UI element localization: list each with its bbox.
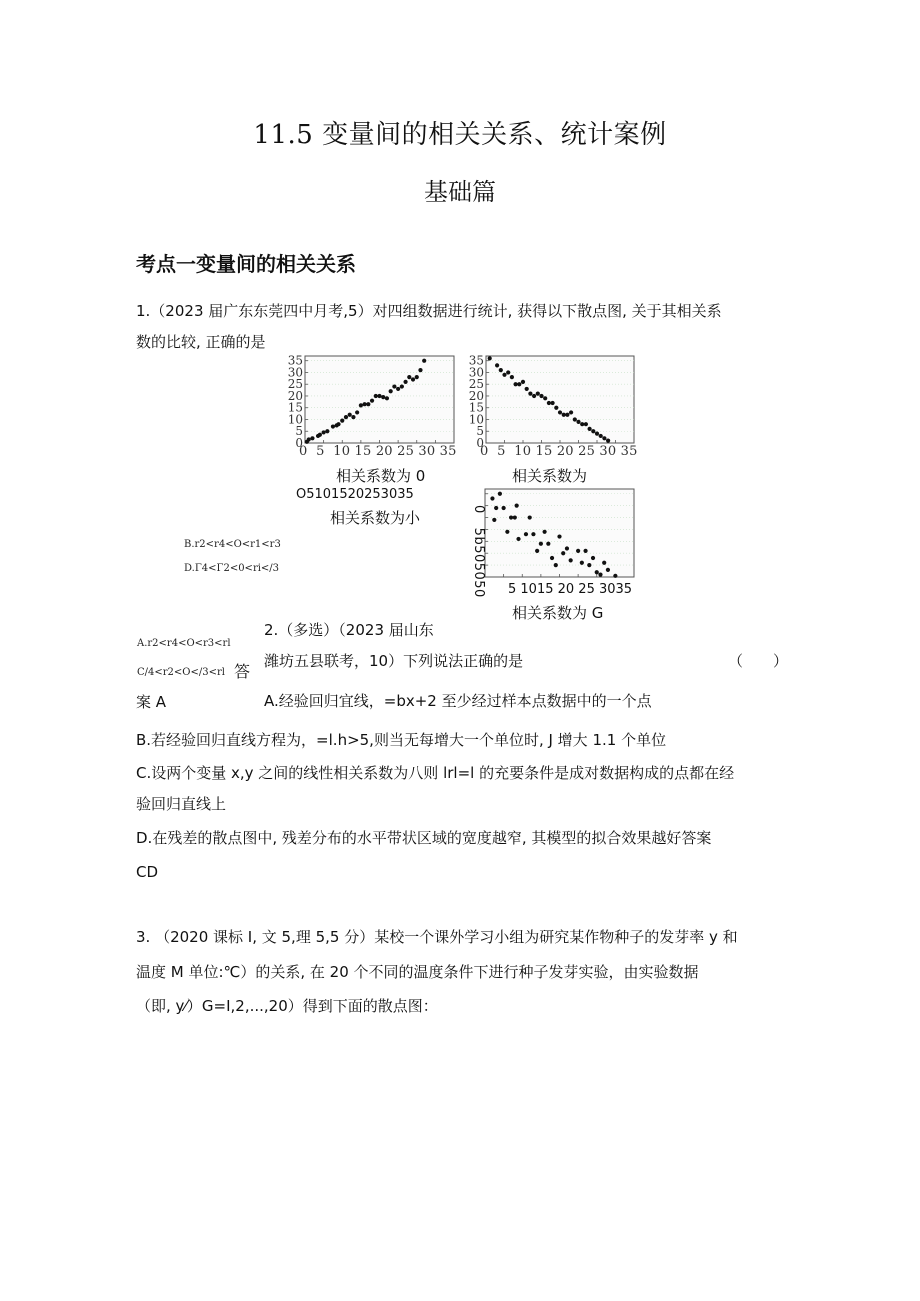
data-point <box>355 410 359 414</box>
data-point <box>499 368 503 372</box>
page-title: 11.5 变量间的相关关系、统计案例 <box>253 120 667 150</box>
data-point <box>400 384 404 388</box>
data-point <box>310 436 314 440</box>
data-point <box>536 392 540 396</box>
data-point <box>418 368 422 372</box>
data-point <box>514 382 518 386</box>
chart1-caption: 相关系数为 0 <box>336 467 426 485</box>
data-point <box>415 375 419 379</box>
y-tick-label: 20 <box>468 388 484 403</box>
data-point <box>513 515 517 519</box>
data-point <box>509 515 513 519</box>
q1-answer-label-2: 案 A <box>136 693 167 711</box>
data-point <box>510 375 514 379</box>
q2-option-c-line2: 验回归直线上 <box>136 795 227 813</box>
y-tick-label: 20 <box>287 388 303 403</box>
data-point <box>576 420 580 424</box>
y-tick-label: 30 <box>287 365 303 380</box>
data-point <box>403 380 407 384</box>
data-point <box>532 394 536 398</box>
scatter-chart-3 <box>484 488 636 580</box>
y-tick-label: 10 <box>287 412 303 427</box>
data-point <box>599 434 603 438</box>
data-point <box>547 401 551 405</box>
data-point <box>340 419 344 423</box>
data-point <box>517 382 521 386</box>
data-point <box>506 370 510 374</box>
data-point <box>606 568 610 572</box>
y-tick-label: 0 <box>476 436 484 450</box>
data-point <box>344 415 348 419</box>
y-tick-label: 10 <box>468 412 484 427</box>
data-point <box>381 395 385 399</box>
data-point <box>569 558 573 562</box>
q1-answer-label-1: 答 <box>234 662 251 681</box>
data-point <box>531 532 535 536</box>
scatter-chart-1 <box>287 352 463 450</box>
chart1-xticks: 0 5 10 15 20 25 30 35 <box>299 444 457 459</box>
q3-line1: 3. （2020 课标 I, 文 5,理 5,5 分）某校一个课外学习小组为研究某作物种子的发芽率 y 和 <box>136 928 738 946</box>
y-tick-label: 15 <box>287 400 303 415</box>
data-point <box>554 563 558 567</box>
data-point <box>325 429 329 433</box>
data-point <box>613 574 617 578</box>
data-point <box>411 377 415 381</box>
y-tick-label: 30 <box>468 365 484 380</box>
data-point <box>307 437 311 441</box>
data-point <box>561 551 565 555</box>
data-point <box>539 394 543 398</box>
data-point <box>377 394 381 398</box>
data-point <box>363 402 367 406</box>
data-point <box>521 380 525 384</box>
q3-line2: 温度 M 单位:℃）的关系, 在 20 个不同的温度条件下进行种子发芽实验，由实验数据 <box>136 963 699 981</box>
data-point <box>576 549 580 553</box>
data-point <box>558 410 562 414</box>
q2-option-d: D.在残差的散点图中, 残差分布的水平带状区域的宽度越窄, 其模型的拟合效果越好答案 <box>136 829 712 847</box>
data-point <box>583 549 587 553</box>
data-point <box>348 413 352 417</box>
data-point <box>606 439 610 443</box>
data-point <box>396 387 400 391</box>
y-tick-label: 15 <box>468 400 484 415</box>
y-tick-label: 5 <box>295 424 303 439</box>
data-point <box>565 413 569 417</box>
data-point <box>495 363 499 367</box>
data-point <box>366 402 370 406</box>
data-point <box>318 433 322 437</box>
y-tick-label: 5 <box>476 424 484 439</box>
data-point <box>557 534 561 538</box>
q2-option-a: A.经验回归宜线，=bx+2 至少经过样本点数据中的一个点 <box>264 692 652 710</box>
data-point <box>516 537 520 541</box>
q2-answer-paren: （ ） <box>728 652 789 670</box>
data-point <box>502 506 506 510</box>
data-point <box>602 436 606 440</box>
data-point <box>591 556 595 560</box>
data-point <box>524 532 528 536</box>
data-point <box>515 504 519 508</box>
data-point <box>580 561 584 565</box>
q2-line2: 潍坊五县联考，10）下列说法正确的是 <box>264 652 524 670</box>
chart-bl-caption: 相关系数为小 <box>330 509 421 527</box>
q1-option-c: C/4<r2<O</3<rl <box>137 667 225 678</box>
chart2-caption: 相关系数为 <box>512 467 588 485</box>
section-heading: 考点一变量间的相关关系 <box>136 252 356 276</box>
data-point <box>502 373 506 377</box>
data-point <box>359 403 363 407</box>
data-point <box>370 399 374 403</box>
data-point <box>550 556 554 560</box>
data-point <box>580 422 584 426</box>
data-point <box>595 431 599 435</box>
data-point <box>587 563 591 567</box>
data-point <box>385 396 389 400</box>
data-point <box>554 406 558 410</box>
y-tick-label: 35 <box>287 353 303 368</box>
data-point <box>569 410 573 414</box>
data-point <box>336 422 340 426</box>
q3-line3: （即, y⁄）G=I,2,...,20）得到下面的散点图： <box>136 997 438 1015</box>
y-tick-label: 25 <box>468 377 484 392</box>
data-point <box>598 573 602 577</box>
data-point <box>351 415 355 419</box>
chart3-yticks: 0 5b505050 <box>471 505 486 598</box>
chart3-xticks: 5 1015 20 25 3035 <box>508 582 633 597</box>
page-subtitle: 基础篇 <box>424 178 496 206</box>
data-point <box>407 375 411 379</box>
y-tick-label: 0 <box>295 436 303 450</box>
chart3-caption: 相关系数为 G <box>512 604 604 622</box>
data-point <box>595 570 599 574</box>
data-point <box>565 546 569 550</box>
data-point <box>389 389 393 393</box>
data-point <box>584 422 588 426</box>
data-point <box>525 387 529 391</box>
data-point <box>535 549 539 553</box>
data-point <box>488 356 492 360</box>
q1-line1: 1.（2023 届广东东莞四中月考,5）对四组数据进行统计, 获得以下散点图, 关于其相关系 <box>136 302 722 320</box>
q2-option-c-line1: C.设两个变量 x,y 之间的线性相关系数为八则 lrl=l 的充要条件是成对数据构成的点都在经 <box>136 764 735 782</box>
data-point <box>331 424 335 428</box>
y-tick-label: 35 <box>468 353 484 368</box>
data-point <box>588 427 592 431</box>
data-point <box>602 561 606 565</box>
y-tick-label: 25 <box>287 377 303 392</box>
q1-option-d: D.Γ4<Γ2<0<ri</3 <box>184 563 280 574</box>
data-point <box>551 401 555 405</box>
data-point <box>539 542 543 546</box>
q1-option-a: A.r2<r4<O<r3<rl <box>137 638 231 649</box>
data-point <box>422 359 426 363</box>
chart-bl-xticks: O5101520253035 <box>296 487 414 502</box>
data-point <box>591 429 595 433</box>
data-point <box>543 530 547 534</box>
data-point <box>562 413 566 417</box>
data-point <box>498 492 502 496</box>
data-point <box>392 384 396 388</box>
scatter-chart-2 <box>468 352 643 450</box>
data-point <box>505 530 509 534</box>
q1-option-b: B.r2<r4<O<r1<r3 <box>184 539 281 550</box>
data-point <box>546 542 550 546</box>
q2-answer: CD <box>136 863 159 881</box>
q1-line2: 数的比较, 正确的是 <box>136 333 266 351</box>
data-point <box>543 396 547 400</box>
q2-line1: 2.（多选）（2023 届山东 <box>264 621 434 639</box>
chart2-xticks: 0 5 10 15 20 25 30 35 <box>480 444 638 459</box>
data-point <box>374 394 378 398</box>
q2-option-b: B.若经验回归直线方程为，=l.h>5,则当无每增大一个单位时, J 增大 1.1 个单位 <box>136 731 667 749</box>
data-point <box>490 496 494 500</box>
data-point <box>492 518 496 522</box>
data-point <box>322 430 326 434</box>
data-point <box>494 506 498 510</box>
plot-frame <box>486 356 634 443</box>
data-point <box>528 515 532 519</box>
data-point <box>573 417 577 421</box>
data-point <box>528 392 532 396</box>
